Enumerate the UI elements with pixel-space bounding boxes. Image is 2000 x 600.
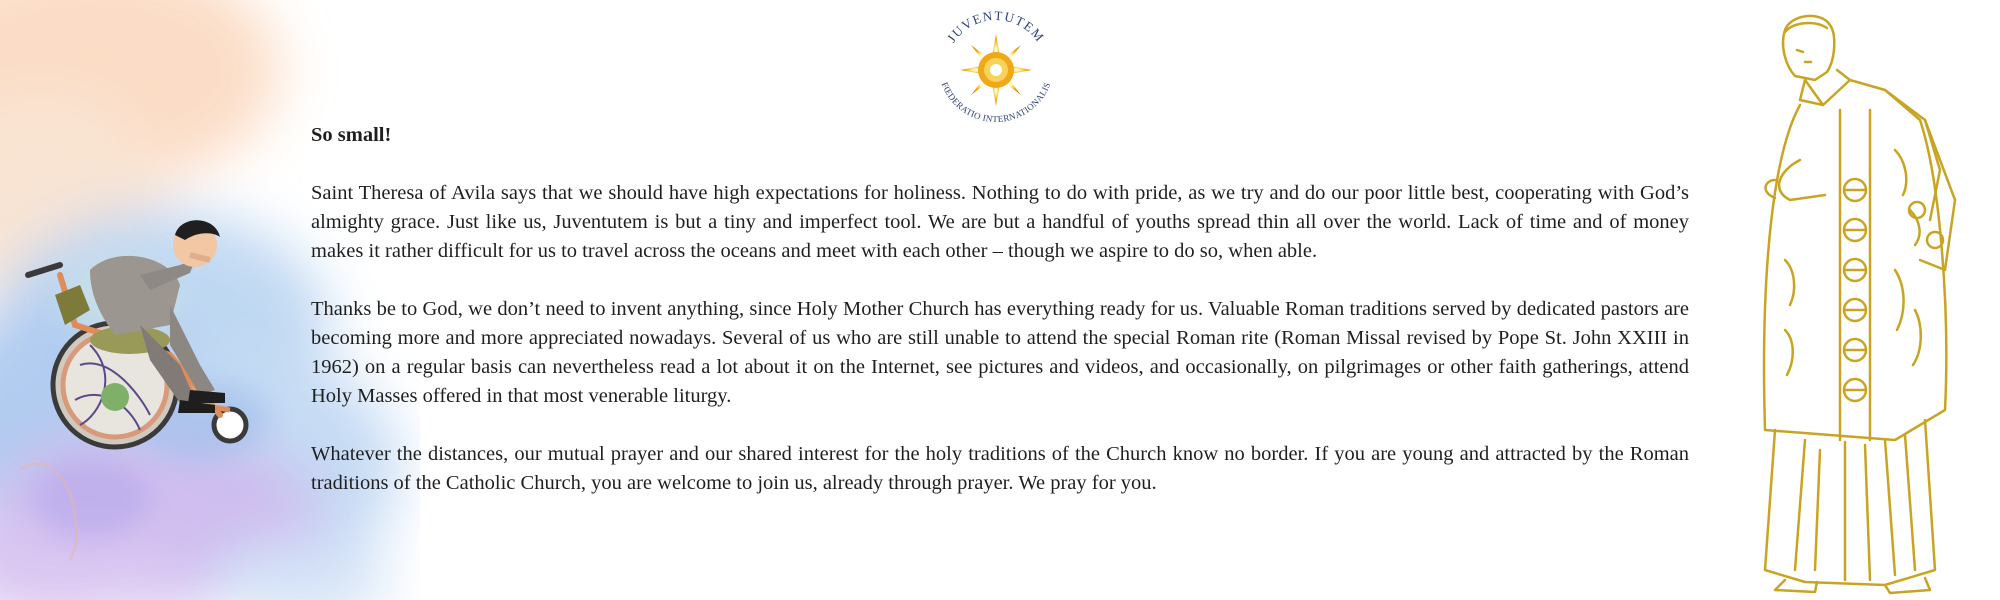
article-heading: So small! [311, 124, 392, 146]
logo-top-text: JUVENTUTEM [943, 8, 1048, 46]
paragraph-2: Thanks be to God, we don’t need to invent anything, since Holy Mother Church has everything ready for us. Valuable Roman traditions served by dedicated pastors are becoming more and more appreciated nowadays. Several of us who are still unable to attend the special Roman rite (Roman Missal revised by Pope St. John XXIII in 1962) on a regular basis can nevertheless read a lot about it on the Internet, see pictures and videos, and occasionally, on pilgrimages or other faith gatherings, attend Holy Masses offered in that most venerable liturgy. [311, 298, 1689, 407]
logo-bottom-text: FŒDERATIO INTERNATIONALIS [939, 80, 1053, 125]
paragraph-3: Whatever the distances, our mutual prayer and our shared interest for the holy traditions of the Church know no border. If you are young and attracted by the Roman traditions of the Catholic Church, you are welcome to join us, already through prayer. We pray for you. [311, 443, 1689, 494]
wheelchair-person-illustration [20, 215, 260, 455]
article [311, 121, 1689, 527]
priest-vestments-illustration [1745, 10, 1980, 595]
juventutem-logo [928, 8, 1064, 126]
paragraph-1: Saint Theresa of Avila says that we should have high expectations for holiness. Nothing to do with pride, as we try and do our poor little best, cooperating with God’s almighty grace. Just like us, Juventutem is but a tiny and imperfect tool. We are but a handful of youths spread thin all over the world. Lack of time and of money makes it rather difficult for us to travel across the oceans and meet with each other – though we aspire to do so, when able. [311, 182, 1689, 262]
